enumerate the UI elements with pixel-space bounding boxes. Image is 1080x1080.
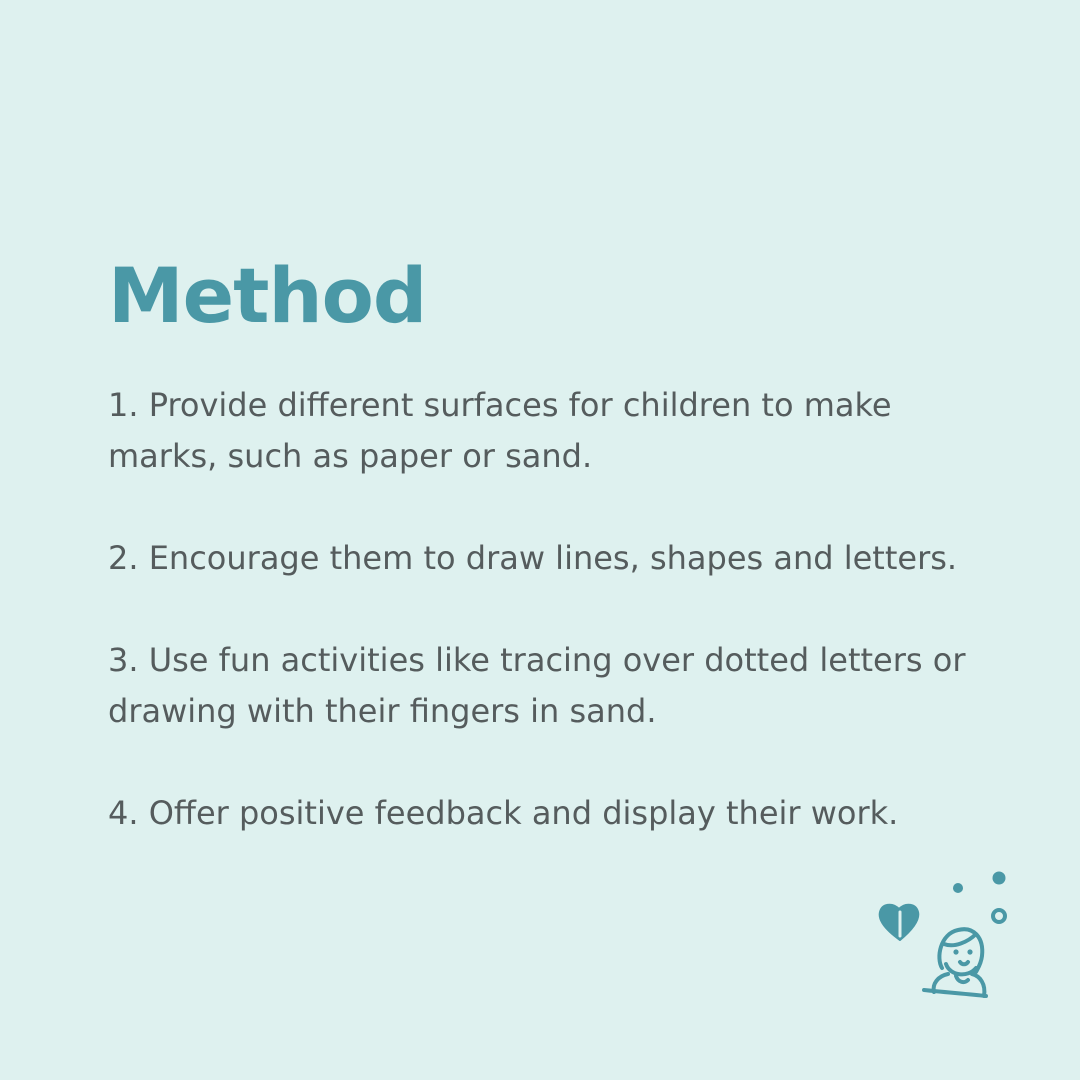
page-title: Method bbox=[108, 251, 427, 340]
step-2: 2. Encourage them to draw lines, shapes and letters. bbox=[108, 539, 958, 577]
dot-icon bbox=[993, 872, 1006, 885]
child-eyes-icon bbox=[953, 949, 972, 954]
dot-icon bbox=[953, 883, 963, 893]
step-3: 3. Use fun activities like tracing over dotted letters or drawing with their fingers in sand. bbox=[108, 641, 966, 730]
step-4: 4. Offer positive feedback and display their work. bbox=[108, 794, 899, 832]
child-face-icon bbox=[924, 929, 986, 996]
step-1: 1. Provide different surfaces for children to make marks, such as paper or sand. bbox=[108, 386, 892, 475]
brand-logo bbox=[872, 864, 1020, 1012]
ring-icon bbox=[993, 910, 1005, 922]
heart-icon bbox=[880, 905, 919, 940]
method-steps-list bbox=[108, 380, 1008, 839]
